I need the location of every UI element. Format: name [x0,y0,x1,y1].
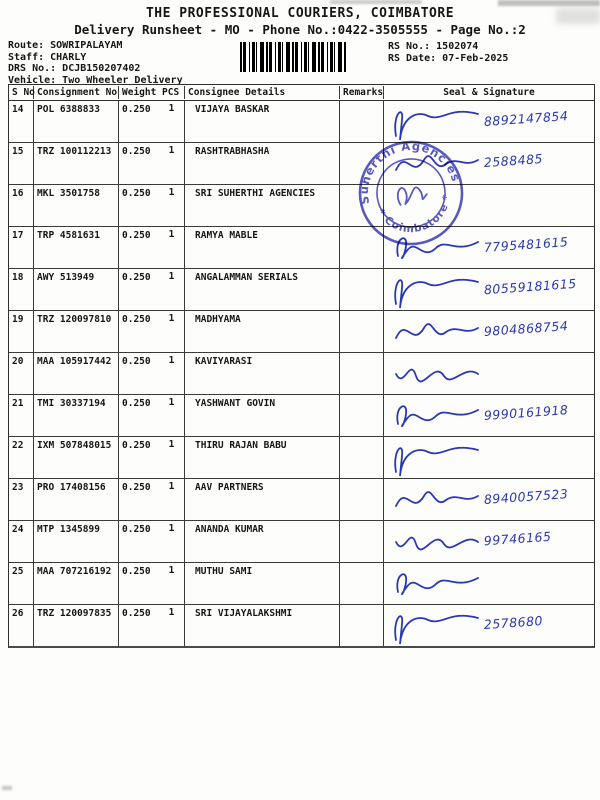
drs-no-line: DRS No.: DCJB150207402 [8,63,141,74]
consignee-cell: RASHTRABHASHA [185,143,340,184]
remarks-cell [340,101,384,142]
signature-cell [384,605,594,646]
weight-cell: 0.250 [122,398,151,409]
company-title: THE PROFESSIONAL COURIERS, COIMBATORE [145,6,455,21]
signature-cell [384,521,594,562]
consignee-cell: YASHWANT GOVIN [185,395,340,436]
consignee-cell: VIJAYA BASKAR [185,101,340,142]
table-row [9,269,594,311]
pcs-cell: 1 [159,605,185,646]
table-row [9,101,594,143]
consignee-cell: RAMYA MABLE [185,227,340,268]
scan-artifact [330,0,422,4]
runsheet-table [8,84,595,648]
consignment-no-cell: POL 6388833 [34,101,119,142]
pcs-cell: 1 [159,521,185,562]
sno-cell: 17 [9,227,34,268]
consignment-no-cell: IXM 507848015 [34,437,119,478]
weight-cell: 0.250 [122,104,151,115]
signature-scribble [390,522,482,562]
signature-cell [384,311,594,352]
table-row [9,479,594,521]
table-row [9,185,594,227]
handwritten-number: 8940057523 [483,486,569,507]
pcs-cell: 1 [159,479,185,520]
weight-cell: 0.250 [122,314,151,325]
pcs-cell: 1 [159,185,185,226]
signature-cell [384,437,594,478]
route-line: Route: SOWRIPALAYAM [8,40,123,51]
weight-cell: 0.250 [122,230,151,241]
weight-cell: 0.250 [122,188,151,199]
remarks-cell [340,479,384,520]
sno-cell: 24 [9,521,34,562]
signature-scribble [390,396,482,436]
sno-cell: 15 [9,143,34,184]
sno-cell: 25 [9,563,34,604]
signature-scribble [390,312,482,352]
sno-cell: 20 [9,353,34,394]
signature-cell [384,227,594,268]
handwritten-number: 9804868754 [483,318,569,339]
signature-cell [384,185,594,226]
signature-cell [384,563,594,604]
signature-scribble [390,144,482,184]
remarks-cell [340,311,384,352]
handwritten-number: 2578680 [483,612,544,633]
pcs-cell: 1 [159,311,185,352]
signature-cell [384,353,594,394]
runsheet-subtitle: Delivery Runsheet - MO - Phone No.:0422-3505555 - Page No.:2 [74,22,526,37]
header-sno: S No [9,86,34,99]
table-body [9,101,594,646]
rs-date-line: RS Date: 07-Feb-2025 [388,53,509,64]
remarks-cell [340,227,384,268]
signature-cell [384,143,594,184]
weight-cell: 0.250 [122,146,151,157]
header-weight: Weight [122,87,157,98]
sno-cell: 21 [9,395,34,436]
table-row [9,563,594,605]
sno-cell: 16 [9,185,34,226]
remarks-cell [340,437,384,478]
table-row [9,521,594,563]
stamp-arc-bottom-text: * Coimbatore * [374,193,454,236]
weight-cell: 0.250 [122,356,151,367]
table-row [9,311,594,353]
consignment-no-cell: TRZ 100112213 [34,143,119,184]
table-row [9,143,594,185]
header-consignment: Consignment No [34,86,119,99]
table-row [9,353,594,395]
handwritten-number: 9990161918 [483,402,569,423]
runsheet-meta-right [388,41,508,65]
sno-cell: 18 [9,269,34,310]
weight-cell: 0.250 [122,440,151,451]
remarks-cell [340,395,384,436]
remarks-cell [340,143,384,184]
stamp-arc-top-text: Suherthi Agencies [356,138,464,206]
weight-cell: 0.250 [122,482,151,493]
scan-artifact [2,786,12,790]
pcs-cell: 1 [159,269,185,310]
weight-cell: 0.250 [122,608,151,619]
signature-scribble [390,606,482,646]
consignment-no-cell: MAA 707216192 [34,563,119,604]
table-row [9,227,594,269]
pcs-cell: 1 [159,101,185,142]
header-pcs: PCS [159,86,185,99]
consignment-no-cell: TRZ 120097810 [34,311,119,352]
consignment-no-cell: PRO 17408156 [34,479,119,520]
pcs-cell: 1 [159,563,185,604]
handwritten-number: 80559181615 [483,275,578,298]
signature-scribble [390,354,482,394]
signature-scribble [390,228,482,268]
signature-cell [384,269,594,310]
remarks-cell [340,563,384,604]
consignee-cell: SRI SUHERTHI AGENCIES [185,185,340,226]
barcode [240,42,346,72]
consignee-cell: MUTHU SAMI [185,563,340,604]
consignment-no-cell: TRZ 120097835 [34,605,119,646]
pcs-cell: 1 [159,353,185,394]
handwritten-number: 8892147854 [483,108,569,129]
remarks-cell [340,605,384,646]
consignment-no-cell: TRP 4581631 [34,227,119,268]
consignment-no-cell: TMI 30337194 [34,395,119,436]
consignment-no-cell: MKL 3501758 [34,185,119,226]
consignee-cell: AAV PARTNERS [185,479,340,520]
rs-no-line: RS No.: 1502074 [388,41,479,52]
table-header-row [9,85,594,101]
sno-cell: 19 [9,311,34,352]
header-consignee: Consignee Details [185,86,340,99]
sno-cell: 14 [9,101,34,142]
signature-cell [384,479,594,520]
handwritten-number: 99746165 [483,528,552,549]
consignee-cell: KAVIYARASI [185,353,340,394]
runsheet-meta-left [8,40,183,86]
signature-scribble [390,270,482,310]
remarks-cell [340,353,384,394]
signature-scribble [390,564,482,604]
vehicle-line: Vehicle: Two Wheeler Delivery [8,74,183,86]
consignment-no-cell: MTP 1345899 [34,521,119,562]
handwritten-number: 7795481615 [483,234,569,255]
signature-cell [384,101,594,142]
header-remarks: Remarks [340,86,384,99]
table-row [9,437,594,479]
consignment-no-cell: MAA 105917442 [34,353,119,394]
remarks-cell [340,185,384,226]
sno-cell: 22 [9,437,34,478]
handwritten-number: 2588485 [483,150,544,171]
consignee-cell: ANGALAMMAN SERIALS [185,269,340,310]
signature-scribble [390,480,482,520]
weight-cell: 0.250 [122,566,151,577]
table-row [9,395,594,437]
remarks-cell [340,521,384,562]
pcs-cell: 1 [159,437,185,478]
pcs-cell: 1 [159,227,185,268]
signature-scribble [390,438,482,478]
weight-cell: 0.250 [122,272,151,283]
pcs-cell: 1 [159,143,185,184]
sno-cell: 26 [9,605,34,646]
table-row [9,605,594,646]
header-seal-signature: Seal & Signature [443,87,535,98]
signature-scribble [390,102,482,142]
consignee-cell: THIRU RAJAN BABU [185,437,340,478]
staff-line: Staff: CHARLY [8,51,87,63]
pcs-cell: 1 [159,395,185,436]
weight-cell: 0.250 [122,524,151,535]
consignment-no-cell: AWY 513949 [34,269,119,310]
consignee-cell: MADHYAMA [185,311,340,352]
sno-cell: 23 [9,479,34,520]
consignee-cell: ANANDA KUMAR [185,521,340,562]
remarks-cell [340,269,384,310]
signature-cell [384,395,594,436]
consignee-cell: SRI VIJAYALAKSHMI [185,605,340,646]
